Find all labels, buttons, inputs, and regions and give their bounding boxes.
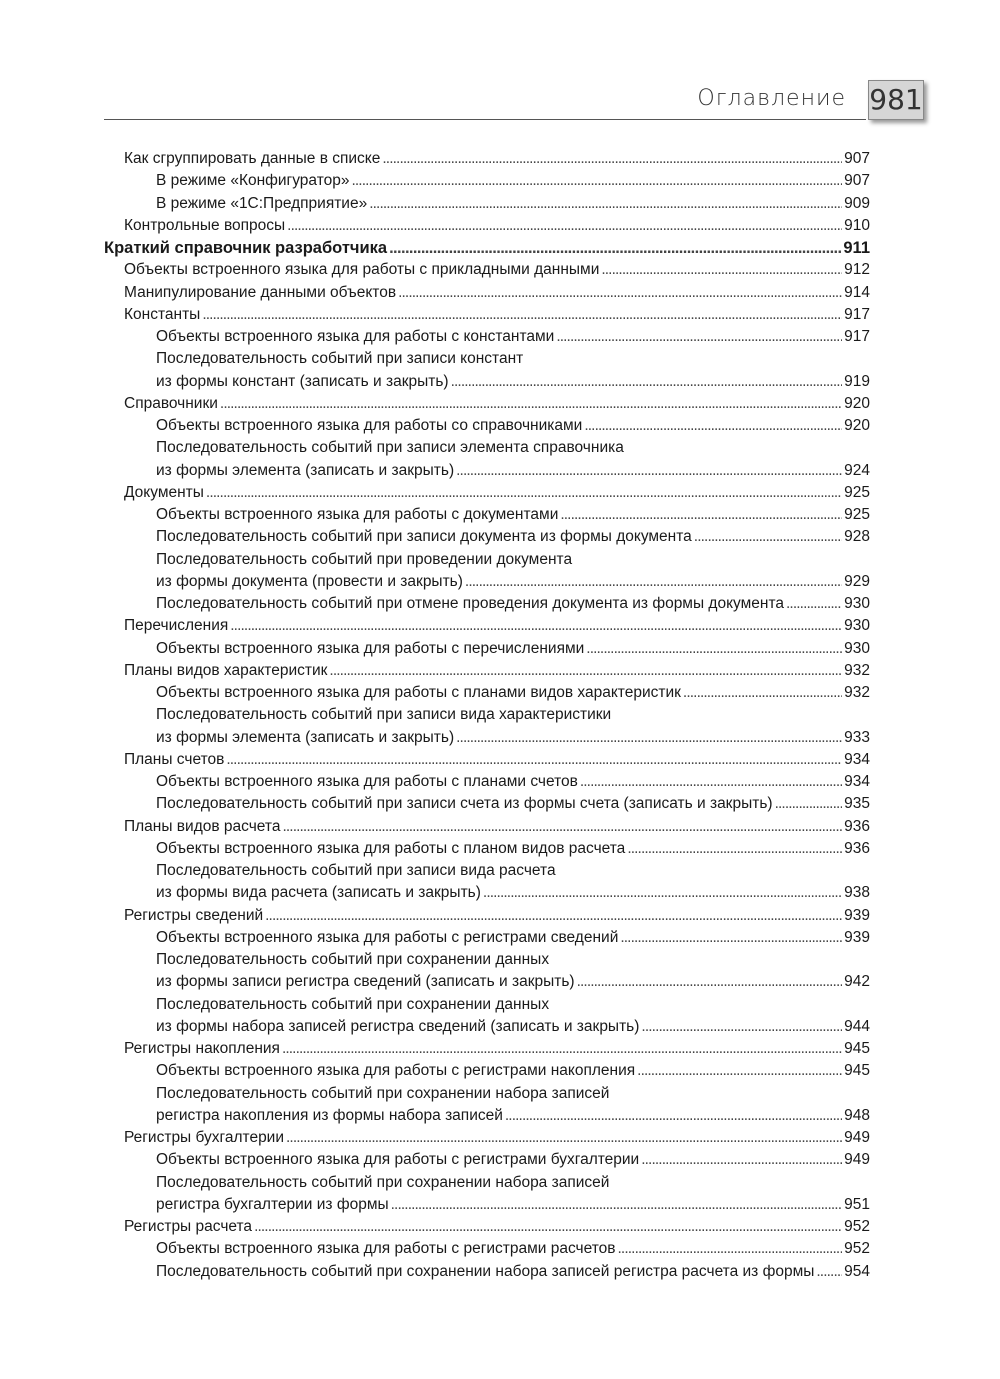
toc-entry-title: Объекты встроенного языка для работы с планами видов характеристик bbox=[156, 684, 681, 701]
toc-entry-page: 945 bbox=[844, 1040, 870, 1057]
dot-leader bbox=[220, 393, 842, 415]
toc-entry-title: из формы набора записей регистра сведений (записать и закрыть) bbox=[156, 1017, 640, 1035]
dot-leader bbox=[577, 971, 843, 993]
toc-entry-title: Планы счетов bbox=[124, 750, 225, 768]
toc-entry bbox=[104, 816, 870, 838]
section-title: Оглавление bbox=[697, 86, 846, 111]
dot-leader bbox=[202, 304, 842, 326]
toc-entry bbox=[104, 393, 870, 415]
toc-entry-title: Последовательность событий при записи документа из формы документа bbox=[156, 528, 692, 546]
toc-entry-page: 910 bbox=[844, 216, 870, 234]
toc-entry-page: 919 bbox=[844, 372, 870, 390]
toc-entry-page: 934 bbox=[844, 773, 870, 790]
dot-leader bbox=[451, 371, 843, 393]
dot-leader bbox=[505, 1105, 842, 1127]
dot-leader bbox=[391, 1194, 843, 1216]
toc-entry-title: Объекты встроенного языка для работы с планами счетов bbox=[156, 773, 578, 790]
toc-entry-page: 930 bbox=[844, 595, 870, 612]
toc-entry bbox=[104, 1038, 870, 1060]
toc-entry-title: Перечисления bbox=[124, 617, 229, 635]
toc-entry bbox=[104, 882, 870, 904]
dot-leader bbox=[627, 838, 842, 860]
toc-entry-title: Планы видов характеристик bbox=[124, 661, 328, 679]
toc-entry bbox=[104, 1105, 870, 1127]
toc-entry-title: регистра бухгалтерии из формы bbox=[156, 1195, 389, 1213]
toc-entry-title: Последовательность событий при сохранении данных bbox=[156, 995, 550, 1013]
toc-entry-page: 952 bbox=[844, 1218, 870, 1235]
toc-entry bbox=[104, 838, 870, 860]
dot-leader bbox=[560, 504, 842, 526]
toc-entry-title: Объекты встроенного языка для работы с регистрами сведений bbox=[156, 928, 619, 946]
dot-leader bbox=[206, 482, 842, 504]
toc-entry-page: 936 bbox=[844, 817, 870, 835]
toc-entry-page: 911 bbox=[843, 239, 870, 257]
toc-entry bbox=[104, 1060, 870, 1082]
dot-leader bbox=[786, 593, 842, 615]
toc-entry-page: 951 bbox=[844, 1195, 870, 1213]
toc-entry bbox=[104, 148, 870, 170]
toc-entry bbox=[104, 771, 870, 793]
toc-entry bbox=[104, 749, 870, 771]
dot-leader bbox=[620, 927, 842, 949]
dot-leader bbox=[286, 1127, 842, 1149]
toc-entry-page: 914 bbox=[844, 283, 870, 301]
dot-leader bbox=[329, 660, 842, 682]
toc-entry bbox=[104, 282, 870, 304]
toc-entry bbox=[104, 504, 870, 526]
dot-leader bbox=[456, 460, 842, 482]
dot-leader bbox=[483, 882, 842, 904]
toc-entry-title: Регистры бухгалтерии bbox=[124, 1129, 285, 1146]
toc-entry bbox=[104, 905, 870, 927]
toc-entry-title: из формы записи регистра сведений (записать и закрыть) bbox=[156, 973, 575, 991]
toc-entry-title: Объекты встроенного языка для работы с перечислениями bbox=[156, 639, 585, 657]
toc-entry-title: Объекты встроенного языка для работы с регистрами расчетов bbox=[156, 1240, 616, 1258]
dot-leader bbox=[398, 282, 842, 304]
toc-entry bbox=[104, 638, 870, 660]
toc-entry-page: 935 bbox=[844, 795, 870, 813]
toc-entry bbox=[104, 549, 870, 571]
page-number: 981 bbox=[868, 80, 924, 120]
dot-leader bbox=[584, 415, 842, 437]
dot-leader bbox=[351, 170, 842, 192]
dot-leader bbox=[601, 259, 842, 281]
toc-entry-title: Последовательность событий при записи элемента справочника bbox=[156, 439, 624, 457]
toc-entry-page: 912 bbox=[844, 261, 870, 279]
toc-entry-title: Объекты встроенного языка для работы с константами bbox=[156, 328, 555, 345]
toc-entry-title: Объекты встроенного языка для работы с прикладными данными bbox=[124, 261, 600, 279]
toc-entry bbox=[104, 615, 870, 637]
toc-entry bbox=[104, 326, 870, 348]
toc-entry-title: Регистры накопления bbox=[124, 1040, 280, 1057]
toc-entry-page: 942 bbox=[844, 973, 870, 991]
toc-entry-title: из формы констант (записать и закрыть) bbox=[156, 372, 449, 390]
toc-entry bbox=[104, 1216, 870, 1238]
dot-leader bbox=[456, 727, 842, 749]
toc-entry bbox=[104, 860, 870, 882]
dot-leader bbox=[254, 1216, 842, 1238]
dot-leader bbox=[556, 326, 842, 348]
toc-entry-page: 917 bbox=[844, 328, 870, 345]
toc-entry bbox=[104, 1149, 870, 1171]
toc-entry-title: из формы элемента (записать и закрыть) bbox=[156, 461, 455, 479]
dot-leader bbox=[694, 526, 842, 548]
toc-entry-title: Последовательность событий при отмене проведения документа из формы документа bbox=[156, 595, 784, 612]
toc-entry-title: Последовательность событий при записи вида характеристики bbox=[156, 706, 612, 724]
toc-entry bbox=[104, 971, 870, 993]
toc-entry-title: Справочники bbox=[124, 394, 218, 412]
toc-entry-title: Последовательность событий при записи вида расчета bbox=[156, 862, 556, 879]
toc-entry-page: 928 bbox=[844, 528, 870, 546]
toc-entry-page: 929 bbox=[844, 572, 870, 590]
toc-entry bbox=[104, 1083, 870, 1105]
toc-entry-title: Объекты встроенного языка для работы с регистрами накопления bbox=[156, 1062, 636, 1080]
toc-entry bbox=[104, 994, 870, 1016]
toc-entry-page: 933 bbox=[844, 728, 870, 746]
toc-entry bbox=[104, 1172, 870, 1194]
toc-entry-title: Манипулирование данными объектов bbox=[124, 283, 397, 301]
toc-entry-title: Контрольные вопросы bbox=[124, 216, 286, 234]
dot-leader bbox=[641, 1149, 842, 1171]
dot-leader bbox=[382, 148, 842, 170]
toc-entry-page: 924 bbox=[844, 461, 870, 479]
toc-entry bbox=[104, 259, 870, 281]
toc-entry-page: 925 bbox=[844, 483, 870, 501]
toc-entry-title: Последовательность событий при проведении документа bbox=[156, 550, 573, 568]
toc-entry bbox=[104, 348, 870, 370]
toc-entry-page: 932 bbox=[844, 661, 870, 679]
dot-leader bbox=[265, 905, 842, 927]
dot-leader bbox=[618, 1238, 843, 1260]
dot-leader bbox=[282, 816, 842, 838]
dot-leader bbox=[816, 1261, 842, 1283]
toc-entry-page: 932 bbox=[844, 684, 870, 701]
toc-entry bbox=[104, 682, 870, 704]
toc-entry bbox=[104, 927, 870, 949]
toc-entry-page: 930 bbox=[844, 617, 870, 635]
dot-leader bbox=[230, 615, 842, 637]
toc-entry bbox=[104, 215, 870, 237]
dot-leader bbox=[389, 237, 841, 259]
header-rule bbox=[104, 119, 866, 120]
dot-leader bbox=[683, 682, 842, 704]
toc-entry-page: 945 bbox=[844, 1062, 870, 1080]
dot-leader bbox=[287, 215, 842, 237]
toc-entry-page: 939 bbox=[844, 906, 870, 924]
toc-entry-title: Как сгруппировать данные в списке bbox=[124, 150, 381, 167]
toc-entry-page: 917 bbox=[844, 305, 870, 323]
toc-entry-title: Последовательность событий при сохранении набора записей bbox=[156, 1084, 610, 1102]
toc-entry-page: 920 bbox=[844, 417, 870, 434]
toc-entry bbox=[104, 727, 870, 749]
toc-entry-page: 949 bbox=[844, 1151, 870, 1169]
toc-entry-title: регистра накопления из формы набора записей bbox=[156, 1106, 503, 1124]
toc-entry bbox=[104, 415, 870, 437]
toc-entry-title: из формы элемента (записать и закрыть) bbox=[156, 728, 455, 746]
toc-entry-page: 952 bbox=[844, 1240, 870, 1258]
toc-entry-page: 930 bbox=[844, 639, 870, 657]
toc-entry-title: Регистры сведений bbox=[124, 906, 264, 924]
toc-entry-title: Объекты встроенного языка для работы с планом видов расчета bbox=[156, 839, 626, 857]
toc-entry-title: Константы bbox=[124, 305, 201, 323]
toc-entry bbox=[104, 660, 870, 682]
toc-entry bbox=[104, 193, 870, 215]
toc-entry bbox=[104, 170, 870, 192]
toc-entry bbox=[104, 304, 870, 326]
toc-entry-title: из формы документа (провести и закрыть) bbox=[156, 572, 463, 590]
toc-entry bbox=[104, 1238, 870, 1260]
toc-entry-title: Краткий справочник разработчика bbox=[104, 239, 388, 257]
toc-entry-page: 948 bbox=[844, 1106, 870, 1124]
dot-leader bbox=[586, 638, 842, 660]
toc-entry-title: Планы видов расчета bbox=[124, 817, 281, 835]
toc-entry-title: Объекты встроенного языка для работы со справочниками bbox=[156, 417, 583, 434]
toc-entry-page: 934 bbox=[844, 750, 870, 768]
toc-entry bbox=[104, 237, 870, 259]
toc-entry bbox=[104, 1127, 870, 1149]
toc-entry-page: 925 bbox=[844, 506, 870, 523]
toc-entry-page: 944 bbox=[844, 1017, 870, 1035]
toc-entry-title: Объекты встроенного языка для работы с регистрами бухгалтерии bbox=[156, 1151, 640, 1169]
dot-leader bbox=[369, 193, 842, 215]
toc-entry bbox=[104, 793, 870, 815]
toc-entry-title: Последовательность событий при сохранении набора записей bbox=[156, 1173, 610, 1191]
toc-entry bbox=[104, 1194, 870, 1216]
toc-entry-page: 936 bbox=[844, 839, 870, 857]
dot-leader bbox=[641, 1016, 842, 1038]
toc-entry bbox=[104, 704, 870, 726]
toc-entry-page: 938 bbox=[844, 884, 870, 902]
toc-entry-page: 939 bbox=[844, 928, 870, 946]
toc-entry-page: 909 bbox=[844, 194, 870, 212]
toc-entry-page: 954 bbox=[844, 1262, 870, 1280]
toc-entry-title: Последовательность событий при записи констант bbox=[156, 350, 524, 368]
dot-leader bbox=[580, 771, 842, 793]
page-header bbox=[104, 80, 924, 120]
toc-entry-title: Последовательность событий при сохранении данных bbox=[156, 951, 550, 968]
toc-entry-title: В режиме «Конфигуратор» bbox=[156, 172, 350, 190]
toc-entry-title: Последовательность событий при сохранении набора записей регистра расчета из формы bbox=[156, 1262, 815, 1280]
toc-entry bbox=[104, 1016, 870, 1038]
toc-entry bbox=[104, 482, 870, 504]
dot-leader bbox=[775, 793, 843, 815]
toc-entry bbox=[104, 437, 870, 459]
toc-entry-title: Объекты встроенного языка для работы с документами bbox=[156, 506, 559, 523]
dot-leader bbox=[637, 1060, 842, 1082]
toc-entry-title: Документы bbox=[124, 483, 204, 501]
toc-entry-page: 907 bbox=[844, 150, 870, 167]
toc-entry-page: 920 bbox=[844, 394, 870, 412]
dot-leader bbox=[465, 571, 842, 593]
toc-entry-title: В режиме «1С:Предприятие» bbox=[156, 194, 368, 212]
toc-entry-title: Последовательность событий при записи счета из формы счета (записать и закрыть) bbox=[156, 795, 773, 813]
table-of-contents bbox=[104, 148, 870, 1283]
toc-entry bbox=[104, 1261, 870, 1283]
toc-entry bbox=[104, 460, 870, 482]
toc-entry-title: Регистры расчета bbox=[124, 1218, 253, 1235]
dot-leader bbox=[282, 1038, 842, 1060]
toc-entry-page: 949 bbox=[844, 1129, 870, 1146]
toc-entry bbox=[104, 371, 870, 393]
toc-entry bbox=[104, 593, 870, 615]
toc-entry bbox=[104, 571, 870, 593]
toc-entry-page: 907 bbox=[844, 172, 870, 190]
toc-entry bbox=[104, 526, 870, 548]
toc-entry bbox=[104, 949, 870, 971]
dot-leader bbox=[226, 749, 842, 771]
toc-entry-title: из формы вида расчета (записать и закрыть) bbox=[156, 884, 481, 902]
